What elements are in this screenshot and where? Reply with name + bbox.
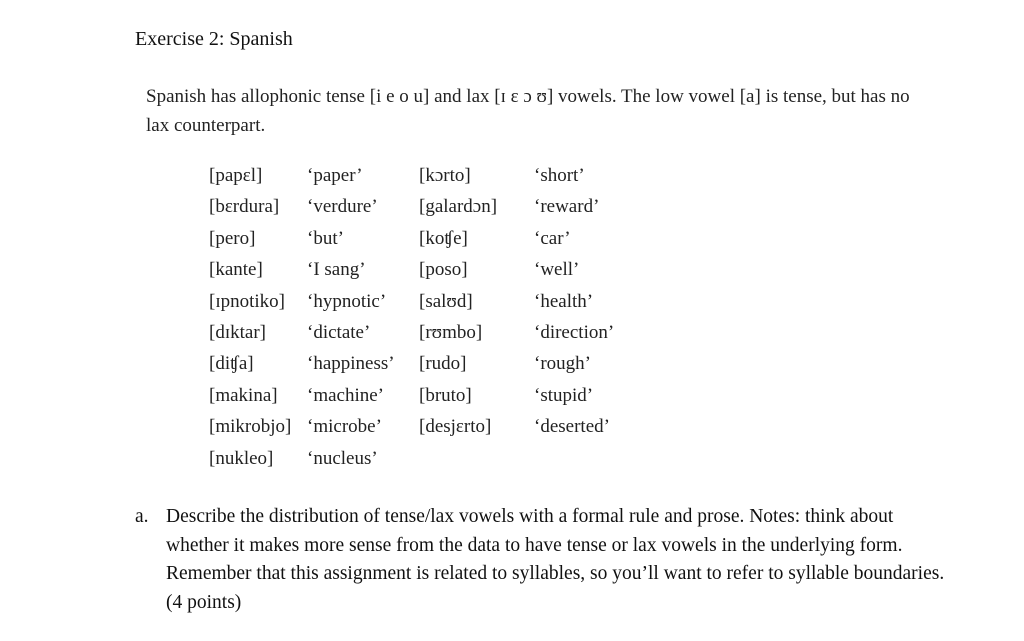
gloss: ‘deserted’ bbox=[534, 416, 610, 438]
ipa-form: [poso] bbox=[419, 259, 468, 281]
gloss: ‘paper’ bbox=[307, 165, 363, 186]
ipa-form: [salʊd] bbox=[419, 290, 473, 312]
gloss: ‘car’ bbox=[534, 227, 571, 249]
gloss: ‘microbe’ bbox=[307, 416, 382, 438]
gloss: ‘rough’ bbox=[534, 353, 591, 375]
gloss: ‘hypnotic’ bbox=[307, 290, 387, 312]
ipa-form: [pero] bbox=[209, 227, 256, 249]
ipa-form: [galardɔn] bbox=[419, 196, 498, 218]
ipa-form: [papɛl] bbox=[209, 165, 263, 186]
gloss: ‘well’ bbox=[534, 259, 580, 281]
question-a bbox=[135, 503, 955, 617]
ipa-form: [mikrobjo] bbox=[209, 416, 292, 438]
ipa-form: [nukleo] bbox=[209, 447, 274, 469]
question-text: Describe the distribution of tense/lax vowels with a formal rule and prose. Notes: think about whether it makes more sense from the data to have tense or lax vowels in the underlying form. Remember that this assignment is related to syllables, so you’ll want to refer to syllable boundaries. (4 points) bbox=[166, 506, 945, 613]
ipa-form: [dɪktar] bbox=[209, 321, 266, 343]
ipa-form: [kante] bbox=[209, 259, 263, 281]
ipa-form: [bɛrdura] bbox=[209, 196, 280, 218]
question-letter: a. bbox=[135, 506, 149, 527]
ipa-form: [rʊmbo] bbox=[419, 321, 483, 343]
gloss: ‘dictate’ bbox=[307, 321, 371, 343]
ipa-form: [bruto] bbox=[419, 384, 472, 406]
gloss: ‘stupid’ bbox=[534, 384, 594, 406]
gloss: ‘nucleus’ bbox=[307, 447, 378, 469]
gloss: ‘happiness’ bbox=[307, 353, 395, 375]
ipa-form: [makina] bbox=[209, 384, 278, 406]
gloss: ‘I sang’ bbox=[307, 259, 366, 281]
gloss: ‘machine’ bbox=[307, 384, 385, 406]
ipa-form: [koʧe] bbox=[419, 227, 468, 249]
ipa-form: [ɪpnotiko] bbox=[209, 290, 285, 312]
ipa-form: [desjɛrto] bbox=[419, 416, 492, 438]
ipa-form: [kɔrto] bbox=[419, 165, 471, 186]
ipa-form: [rudo] bbox=[419, 353, 467, 375]
gloss: ‘verdure’ bbox=[307, 196, 378, 218]
ipa-form: [diʧa] bbox=[209, 353, 254, 375]
intro-paragraph: Spanish has allophonic tense [i e o u] and lax [ɪ ɛ ɔ ʊ] vowels. The low vowel [a] is tense, but has no lax counterpart. bbox=[146, 86, 910, 136]
gloss: ‘direction’ bbox=[534, 321, 615, 343]
exercise-title: Exercise 2: Spanish bbox=[135, 28, 293, 50]
gloss: ‘short’ bbox=[534, 165, 585, 186]
gloss: ‘but’ bbox=[307, 227, 344, 249]
gloss: ‘health’ bbox=[534, 290, 594, 312]
gloss: ‘reward’ bbox=[534, 196, 600, 218]
